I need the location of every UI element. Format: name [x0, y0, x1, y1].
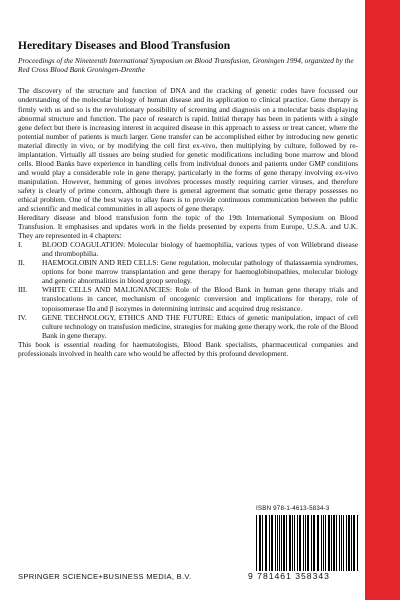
chapter-list: [18, 240, 358, 340]
isbn-label: ISBN 978-1-4613-5834-3: [256, 505, 330, 512]
chapter-text: HAEMOGLOBIN AND RED CELLS: Gene regulation, molecular pathology of thalassaemia syndromes, options for bone marrow transplantation and gene therapy for haemoglobinopathies, molecular biology and genetic abnormalities in blood group serology.: [42, 258, 358, 286]
book-title: Hereditary Diseases and Blood Transfusion: [18, 40, 231, 52]
chapter-text: WHITE CELLS AND MALIGNANCIES: Role of the Blood Bank in human gene therapy trials and translocations in cancer, mechanism of oncogenic conversion and implications for therapy, role of topoisomerase IIα and β isozymes in determining intrinsic and acquired drug resistance.: [42, 285, 358, 313]
chapter-number: IV.: [18, 312, 27, 322]
audience-paragraph: This book is essential reading for haematologists, Blood Bank specialists, pharmaceutical companies and professionals involved in health care who would be affected by this profound development.: [18, 339, 358, 358]
chapter-text: GENE TECHNOLOGY, ETHICS AND THE FUTURE: Ethics of genetic manipulation, impact of cell culture technology on transfusion medicine, strategies for making gene therapy work, the role of the Blood Bank in gene therapy.: [42, 312, 358, 340]
chapter-item: [18, 258, 358, 285]
chapter-item: [18, 285, 358, 312]
red-side-bar: [365, 0, 400, 600]
book-subtitle: Proceedings of the Nineteenth International Symposium on Blood Transfusion, Groningen 1994, organized by the Red Cross Blood Bank Groningen-Drenthe: [18, 56, 354, 75]
chapter-number: I.: [18, 240, 23, 250]
symposium-paragraph: Hereditary disease and blood transfusion form the topic of the 19th International Symposium on Blood Transfusion. It emphasises and updates work in the fields presented by experts from Europe, U.S.A. and U.K. They are represented in 4 chapters:: [18, 213, 358, 241]
chapter-item: [18, 240, 358, 258]
chapter-item: [18, 313, 358, 340]
chapter-number: II.: [18, 258, 25, 268]
chapter-number: III.: [18, 285, 28, 295]
barcode-image: [256, 515, 360, 571]
description-paragraph: The discovery of the structure and function of DNA and the cracking of genetic codes have focussed our understanding of the molecular biology of human disease and its application to clinical practice. Gene therapy is firmly with us and so is the revolutionary possibility of screening and diagnosis on a molecular basis displaying abnormal structure and function. The pace of research is rapid. Initial therapy has been in patients with a single gene defect but there is increasing interest in acquired disease in this approach to assess or treat cancer, where the potential number of patients is much larger. Gene transfer can be accomplished either by introducing new genetic material directly in vivo, or by modifying the cell first ex-vivo, then multiplying by culture, followed by re-implantation. Virtually all tissues are being studied for genetic modifications including bone marrow and blood cells. Blood Banks have experience in handling cells from individual donors and patients under GMP conditions and would play a considerable role in gene therapy, particularly in the forms of gene therapy involving ex-vivo manipulation. However, hemming of genes involves processes mostly requiring carrier viruses, and therefore safety is clearly of prime concern, although there is general agreement that somatic gene therapy possesses no ethical problem. One of the best ways to allay fears is to provide continuous communication between the public and scientific and medical communities in all aspects of gene therapy.: [18, 86, 358, 214]
barcode-digits: 9 781461 358343: [248, 571, 330, 581]
back-cover-text: [18, 40, 358, 358]
chapter-text: BLOOD COAGULATION: Molecular biology of haemophilia, various types of von Willebrand disease and thrombophilia.: [42, 240, 358, 259]
publisher-name: SPRINGER SCIENCE+BUSINESS MEDIA, B.V.: [18, 572, 192, 581]
